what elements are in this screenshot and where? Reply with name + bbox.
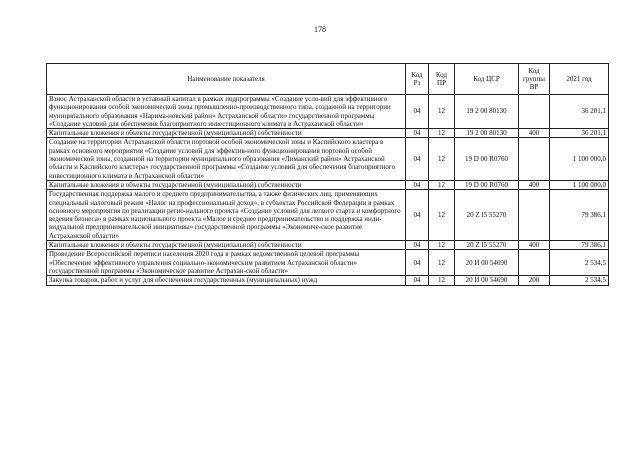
row-pr: 12 xyxy=(429,138,455,180)
row-vr: 400 xyxy=(519,129,550,138)
column-header-vr: Код группы ВР xyxy=(519,64,550,95)
row-rz: 04 xyxy=(406,276,429,285)
row-vr: 400 xyxy=(519,241,550,250)
row-amount: 2 534,5 xyxy=(550,250,609,276)
table-row xyxy=(47,95,609,129)
row-name: Создание на территории Астраханской области портовой особой экономической зоны и Каспийского кластера в рамках основного мероприятия «Создание условий для эффектив-ного функционирования портовой особой экономической зоны, созданной на территории муниципального образования «Лиманский район» Астраханской области и Каспийского кластера» государственной программы «Создание условий для обеспечения благоприятного инвестиционного климата в Астраханской области» xyxy=(47,138,406,180)
column-header-year: 2021 год xyxy=(550,64,609,95)
row-amount: 2 534,5 xyxy=(550,276,609,285)
table-row xyxy=(47,276,609,285)
row-pr: 12 xyxy=(429,241,455,250)
row-amount: 79 386,1 xyxy=(550,190,609,241)
column-header-name: Наименование показателя xyxy=(47,64,406,95)
column-header-pr: Код ПР xyxy=(429,64,455,95)
row-pr: 12 xyxy=(429,276,455,285)
row-csr: 20 И 00 54690 xyxy=(455,250,519,276)
row-amount: 79 386,1 xyxy=(550,241,609,250)
table-row xyxy=(47,138,609,180)
row-vr: 200 xyxy=(519,276,550,285)
row-amount: 36 201,1 xyxy=(550,129,609,138)
row-pr: 12 xyxy=(429,190,455,241)
row-amount: 36 201,1 xyxy=(550,95,609,129)
row-csr: 20 Z I5 55270 xyxy=(455,190,519,241)
row-name: Проведение Всероссийской переписи населения 2020 года в рамках ведомственной целевой программы «Обеспечение эффективного управления социально-экономическим развитием Астраханской области» государственной программы «Экономическое развитие Астрахан-ской области» xyxy=(47,250,406,276)
row-vr: 400 xyxy=(519,180,550,189)
row-vr xyxy=(519,95,550,129)
row-name: Капитальные вложения в объекты государственной (муниципальной) собственности xyxy=(47,129,406,138)
row-csr: 19 D 00 R0760 xyxy=(455,180,519,189)
row-name: Капитальные вложения в объекты государственной (муниципальной) собственности xyxy=(47,241,406,250)
row-name: Государственная поддержка малого и среднего предпринимательства, а также физических лиц, применяющих специальный налоговый режим «Налог на профессиональный доход», в субъектах Российской Федерации в рамках основного мероприятия по реализации регио-нального проекта «Создание условий для легкого старта и комфортного ведения бизнеса» в рамках национального проекта «Малое и среднее предпринимательство и поддержка инди-видуальной предпринимательской инициативы» государственной программы «Экономиче-ское развитие Астраханской области» xyxy=(47,190,406,241)
row-pr: 12 xyxy=(429,180,455,189)
row-name: Капитальные вложения в объекты государственной (муниципальной) собственности xyxy=(47,180,406,189)
column-header-rz: Код Рз xyxy=(406,64,429,95)
table-row xyxy=(47,129,609,138)
row-vr xyxy=(519,190,550,241)
column-header-csr: Код ЦСР xyxy=(455,64,519,95)
row-csr: 19 D 00 R0760 xyxy=(455,138,519,180)
row-csr: 19 2 00 80130 xyxy=(455,95,519,129)
row-pr: 12 xyxy=(429,129,455,138)
table-row xyxy=(47,180,609,189)
table-row xyxy=(47,250,609,276)
row-amount: 1 100 000,0 xyxy=(550,180,609,189)
row-name: Закупка товаров, работ и услуг для обеспечения государственных (муниципальных) нужд xyxy=(47,276,406,285)
row-rz: 04 xyxy=(406,129,429,138)
page-number: 178 xyxy=(314,25,326,34)
row-pr: 12 xyxy=(429,250,455,276)
table-row xyxy=(47,190,609,241)
table-row xyxy=(47,241,609,250)
row-rz: 04 xyxy=(406,95,429,129)
row-vr xyxy=(519,250,550,276)
table-header-row xyxy=(47,64,609,95)
row-vr xyxy=(519,138,550,180)
row-amount: 1 100 000,0 xyxy=(550,138,609,180)
row-rz: 04 xyxy=(406,250,429,276)
row-name: Взнос Астраханской области в уставный капитал в рамках подпрограммы «Создание усло-вий для эффективного функционирования особой экономической зоны промышленно-производственного типа, созданной на территории муниципального образования «Нарима-новский район» Астраханской области» государственной программы «Создание условий для обеспечения благоприятного инвестиционного климата в Астраханской области» xyxy=(47,95,406,129)
row-pr: 12 xyxy=(429,95,455,129)
row-rz: 04 xyxy=(406,138,429,180)
row-rz: 04 xyxy=(406,180,429,189)
row-csr: 19 2 00 80130 xyxy=(455,129,519,138)
row-csr: 20 И 00 54690 xyxy=(455,276,519,285)
budget-table xyxy=(46,63,609,286)
row-rz: 04 xyxy=(406,241,429,250)
row-csr: 20 Z I5 55270 xyxy=(455,241,519,250)
row-rz: 04 xyxy=(406,190,429,241)
